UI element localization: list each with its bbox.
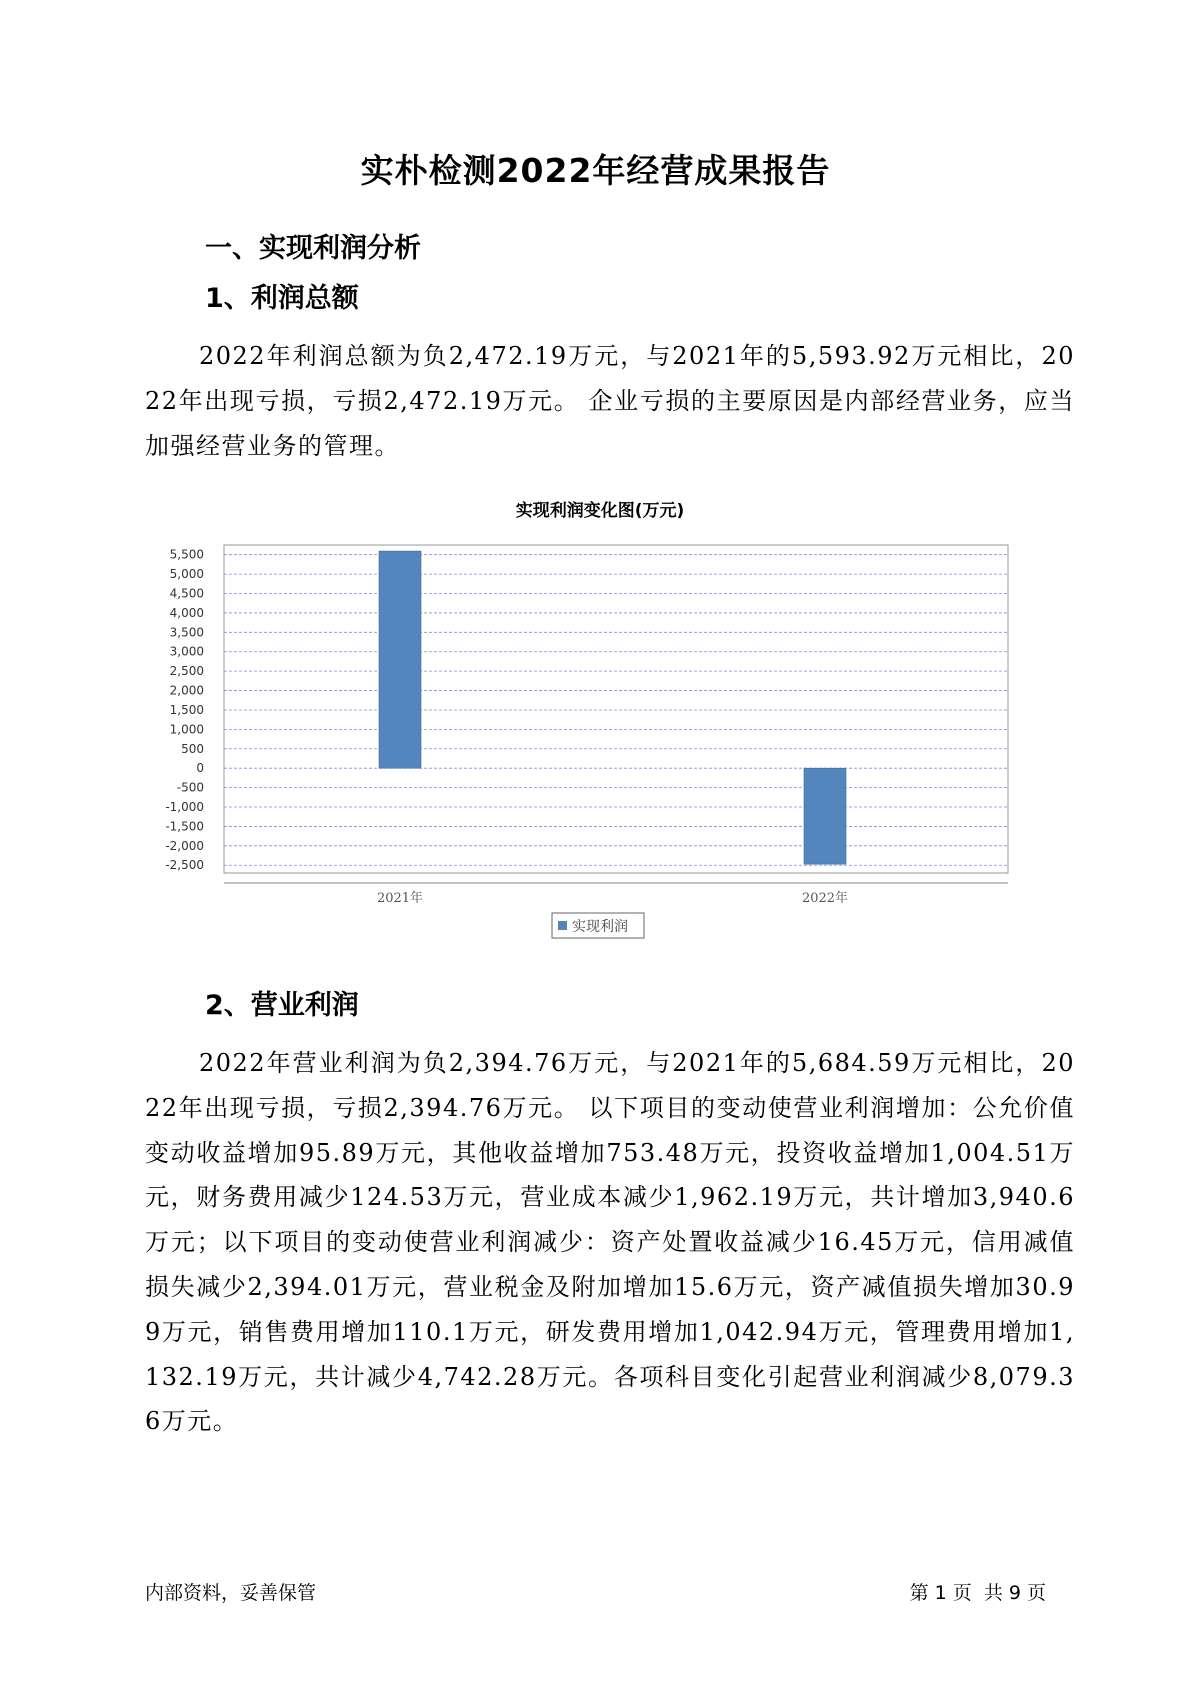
footer-page-number: 第 1 页 共 9 页 (909, 1582, 1046, 1604)
subsection-heading-operating-profit: 2、营业利润 (205, 990, 359, 1021)
y-tick-label: -2,500 (165, 858, 204, 873)
x-axis-labels (377, 890, 848, 906)
footer-confidential-note: 内部资料，妥善保管 (145, 1582, 317, 1604)
bar-2022年 (804, 768, 846, 864)
x-category-label: 2022年 (801, 891, 849, 906)
y-tick-label: 3,500 (169, 625, 204, 640)
y-tick-label: -500 (176, 780, 204, 795)
legend-swatch (558, 921, 567, 930)
plot-area (224, 545, 1008, 873)
y-tick-label: 2,500 (169, 664, 204, 679)
y-tick-label: -1,500 (165, 819, 204, 834)
y-tick-label: 2,000 (169, 683, 204, 698)
operating-profit-paragraph: 2022年营业利润为负2,394.76万元，与2021年的5,684.59万元相比，2022年出现亏损，亏损2,394.76万元。 以下项目的变动使营业利润增加：公允价值变动收益增加95.89万元，其他收益增加753.48万元，投资收益增加1,004.51万元，财务费用减少124.53万元，营业成本减少1,962.19万元，共计增加3,940.6万元；以下项目的变动使营业利润减少：资产处置收益减少16.45万元，信用减值损失减少2,394.01万元，营业税金及附加增加15.6万元，资产减值损失增加30.99万元，销售费用增加110.1万元，研发费用增加1,042.94万元，管理费用增加1,132.19万元，共计减少4,742.28万元。各项科目变化引起营业利润减少8,079.36万元。 (145, 1049, 1075, 1436)
profit-change-chart (160, 495, 1020, 955)
bar-2021年 (379, 551, 421, 768)
total-profit-paragraph: 2022年利润总额为负2,472.19万元，与2021年的5,593.92万元相比，2022年出现亏损，亏损2,472.19万元。 企业亏损的主要原因是内部经营业务，应当加强经营业务的管理。 (145, 342, 1075, 460)
y-tick-label: 3,000 (169, 644, 204, 659)
section-heading-profit-analysis: 一、实现利润分析 (205, 233, 421, 264)
legend (552, 913, 644, 938)
legend-label: 实现利润 (572, 919, 628, 935)
x-category-label: 2021年 (376, 891, 424, 906)
y-tick-label: -1,000 (165, 800, 204, 815)
y-tick-label: 4,000 (169, 605, 204, 620)
y-tick-label: 1,500 (169, 702, 204, 717)
document-title: 实朴检测2022年经营成果报告 (360, 151, 831, 190)
y-tick-label: 5,000 (169, 567, 204, 582)
subsection-heading-total-profit: 1、利润总额 (205, 283, 359, 314)
y-axis-ticks (165, 548, 204, 873)
y-tick-label: 1,000 (169, 722, 204, 737)
chart-title: 实现利润变化图(万元) (515, 501, 685, 521)
y-tick-label: 4,500 (169, 586, 204, 601)
y-tick-label: 500 (181, 741, 204, 756)
y-tick-label: 5,500 (169, 547, 204, 562)
y-tick-label: 0 (196, 761, 204, 776)
y-tick-label: -2,000 (165, 838, 204, 853)
